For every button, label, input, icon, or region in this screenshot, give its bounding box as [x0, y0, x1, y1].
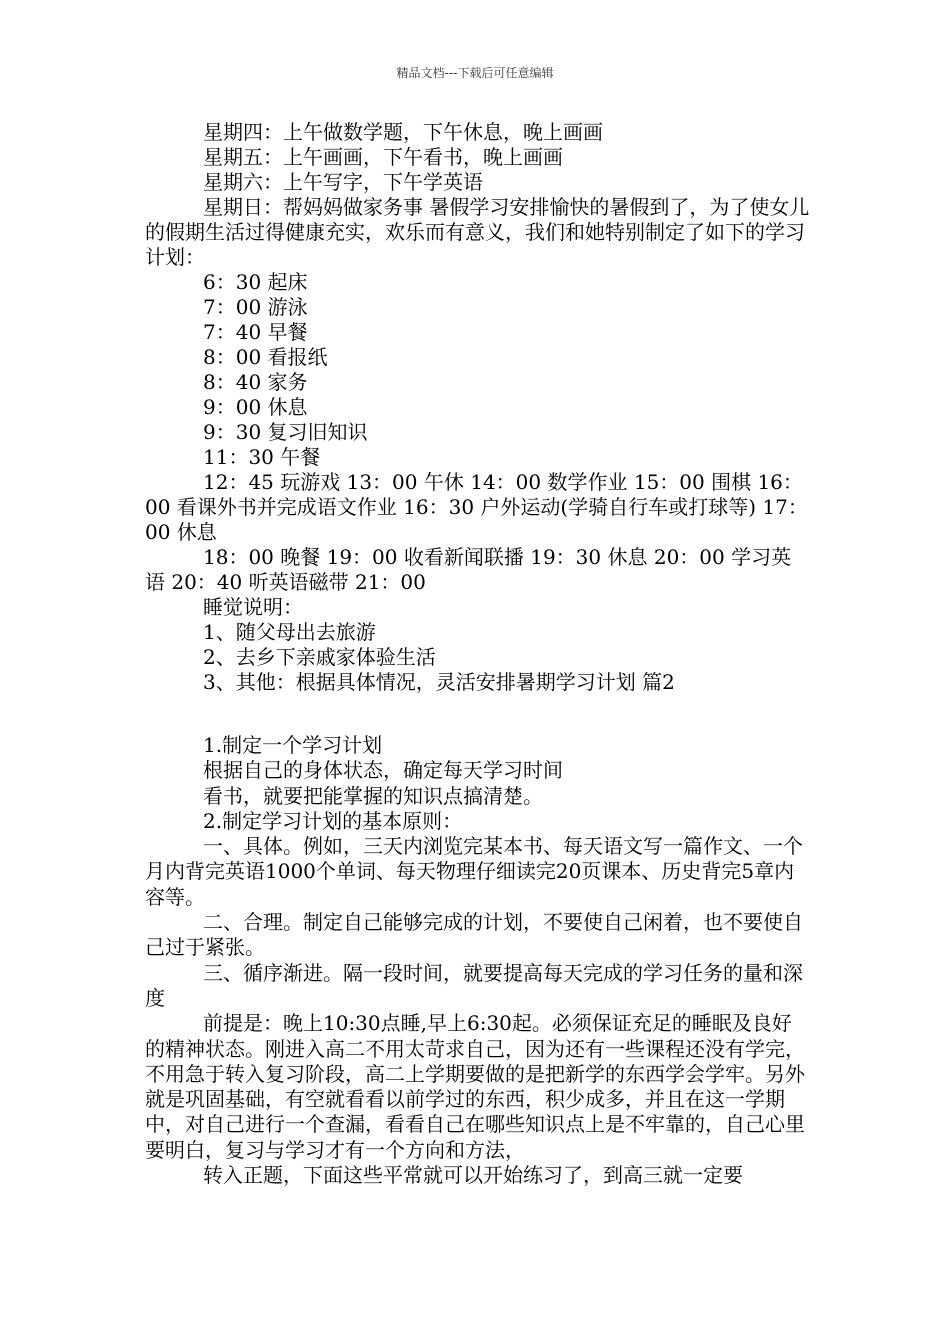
page-header: 精品文档---下载后可任意编辑 [396, 66, 554, 80]
paragraph: 星期五：上午画画，下午看书，晚上画画 [203, 145, 563, 169]
section-heading: 1.制定一个学习计划 [203, 733, 383, 757]
paragraph: 一、具体。例如，三天内浏览完某本书、每天语文写一篇作文、一个月内背完英语1000个单词、每天物理仔细读完20页课本、历史背完5章内容等。 [145, 834, 803, 909]
schedule-paragraph: 12：45 玩游戏 13：00 午休 14：00 数学作业 15：00 围棋 16：00 看课外书并完成语文作业 16：30 户外运动(学骑自行车或打球等) 17：00 休息 [145, 470, 808, 544]
paragraph: 根据自己的身体状态，确定每天学习时间 [203, 758, 563, 783]
paragraph: 前提是：晚上10:30点睡,早上6:30起。必须保证充足的睡眠及良好的精神状态。刚进入高二不用太苛求自己，因为还有一些课程还没有学完，不用急于转入复习阶段，高二上学期要做的是把新学的东西学会学牢。另外就是巩固基础，有空就看看以前学过的东西，积少成多，并且在这一学期中，对自己进行一个查漏，看看自己在哪些知识点上是不牢靠的，自己心里要明白，复习与学习才有一个方向和方法， [145, 1011, 805, 1162]
list-item: 2、去乡下亲戚家体验生活 [203, 645, 436, 669]
schedule-paragraph: 18：00 晚餐 19：00 收看新闻联播 19：30 休息 20：00 学习英语 20：40 听英语磁带 21：00 [145, 545, 792, 594]
paragraph: 三、循序渐进。隔一段时间，就要提高每天完成的学习任务的量和深度 [145, 960, 803, 1010]
paragraph: 星期日：帮妈妈做家务事 暑假学习安排愉快的暑假到了，为了使女儿的假期生活过得健康充实，欢乐而有意义，我们和她特别制定了如下的学习计划： [145, 195, 810, 269]
schedule-item: 7：40 早餐 [203, 320, 308, 344]
section-heading: 2.制定学习计划的基本原则： [203, 808, 463, 833]
document-body [145, 120, 810, 1188]
paragraph: 星期六：上午写字，下午学英语 [203, 170, 483, 194]
schedule-item: 6：30 起床 [203, 270, 308, 294]
paragraph: 睡觉说明： [203, 595, 303, 619]
schedule-item: 8：00 看报纸 [203, 345, 328, 369]
schedule-item: 11：30 午餐 [203, 445, 321, 469]
section-2 [145, 733, 810, 1188]
paragraph: 星期四：上午做数学题，下午休息，晚上画画 [203, 120, 603, 144]
list-item: 1、随父母出去旅游 [203, 620, 376, 644]
paragraph: 看书，就要把能掌握的知识点搞清楚。 [203, 783, 543, 808]
schedule-item: 9：30 复习旧知识 [203, 420, 368, 444]
schedule-item: 7：00 游泳 [203, 295, 308, 319]
paragraph: 转入正题，下面这些平常就可以开始练习了，到高三就一定要 [203, 1163, 743, 1188]
list-item: 3、其他：根据具体情况，灵活安排暑期学习计划 篇2 [203, 670, 675, 694]
section-gap [145, 695, 810, 733]
schedule-item: 8：40 家务 [203, 370, 308, 394]
paragraph: 二、合理。制定自己能够完成的计划，不要使自己闲着，也不要使自己过于紧张。 [145, 910, 803, 960]
schedule-item: 9：00 休息 [203, 395, 308, 419]
